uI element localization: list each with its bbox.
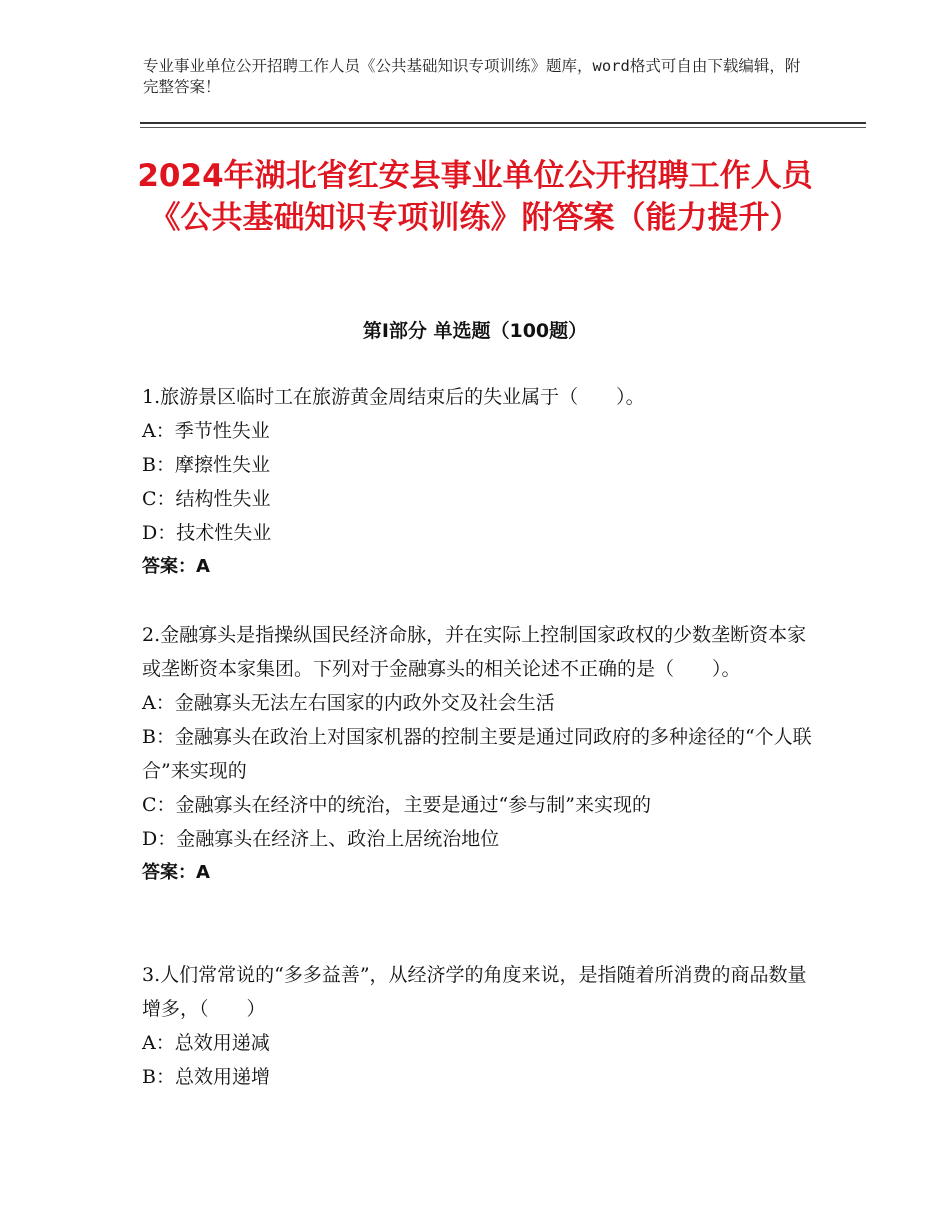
option-c: C：结构性失业 <box>142 488 271 510</box>
header-divider-thick <box>140 122 866 124</box>
option-d: D：金融寡头在经济上、政治上居统治地位 <box>142 828 500 850</box>
section-heading: 第Ⅰ部分 单选题（100题） <box>362 320 588 342</box>
option-a: A：季节性失业 <box>142 420 270 442</box>
header-divider-thin <box>140 127 866 128</box>
question-text: 1.旅游景区临时工在旅游黄金周结束后的失业属于（ ）。 <box>142 386 645 408</box>
option-a: A：总效用递减 <box>142 1032 270 1054</box>
header-note: 专业事业单位公开招聘工作人员《公共基础知识专项训练》题库，word格式可自由下载编辑，附完整答案！ <box>143 57 801 96</box>
option-c: C：金融寡头在经济中的统治，主要是通过“参与制”来实现的 <box>142 794 651 816</box>
document-title: 2024年湖北省红安县事业单位公开招聘工作人员《公共基础知识专项训练》附答案（能力提升） <box>137 158 813 236</box>
answer: 答案：A <box>142 556 210 577</box>
question-2 <box>142 618 812 890</box>
question-text: 3.人们常常说的“多多益善”，从经济学的角度来说，是指随着所消费的商品数量增多，（ ） <box>142 964 807 1020</box>
question-1 <box>142 380 812 584</box>
option-a: A：金融寡头无法左右国家的内政外交及社会生活 <box>142 692 555 714</box>
question-text: 2.金融寡头是指操纵国民经济命脉，并在实际上控制国家政权的少数垄断资本家或垄断资本家集团。下列对于金融寡头的相关论述不正确的是（ ）。 <box>142 624 807 680</box>
question-3 <box>142 958 812 1094</box>
option-b: B：摩擦性失业 <box>142 454 270 476</box>
option-d: D：技术性失业 <box>142 522 272 544</box>
answer: 答案：A <box>142 862 210 883</box>
option-b: B：总效用递增 <box>142 1066 270 1088</box>
option-b: B：金融寡头在政治上对国家机器的控制主要是通过同政府的多种途径的“个人联合”来实现的 <box>142 726 812 782</box>
